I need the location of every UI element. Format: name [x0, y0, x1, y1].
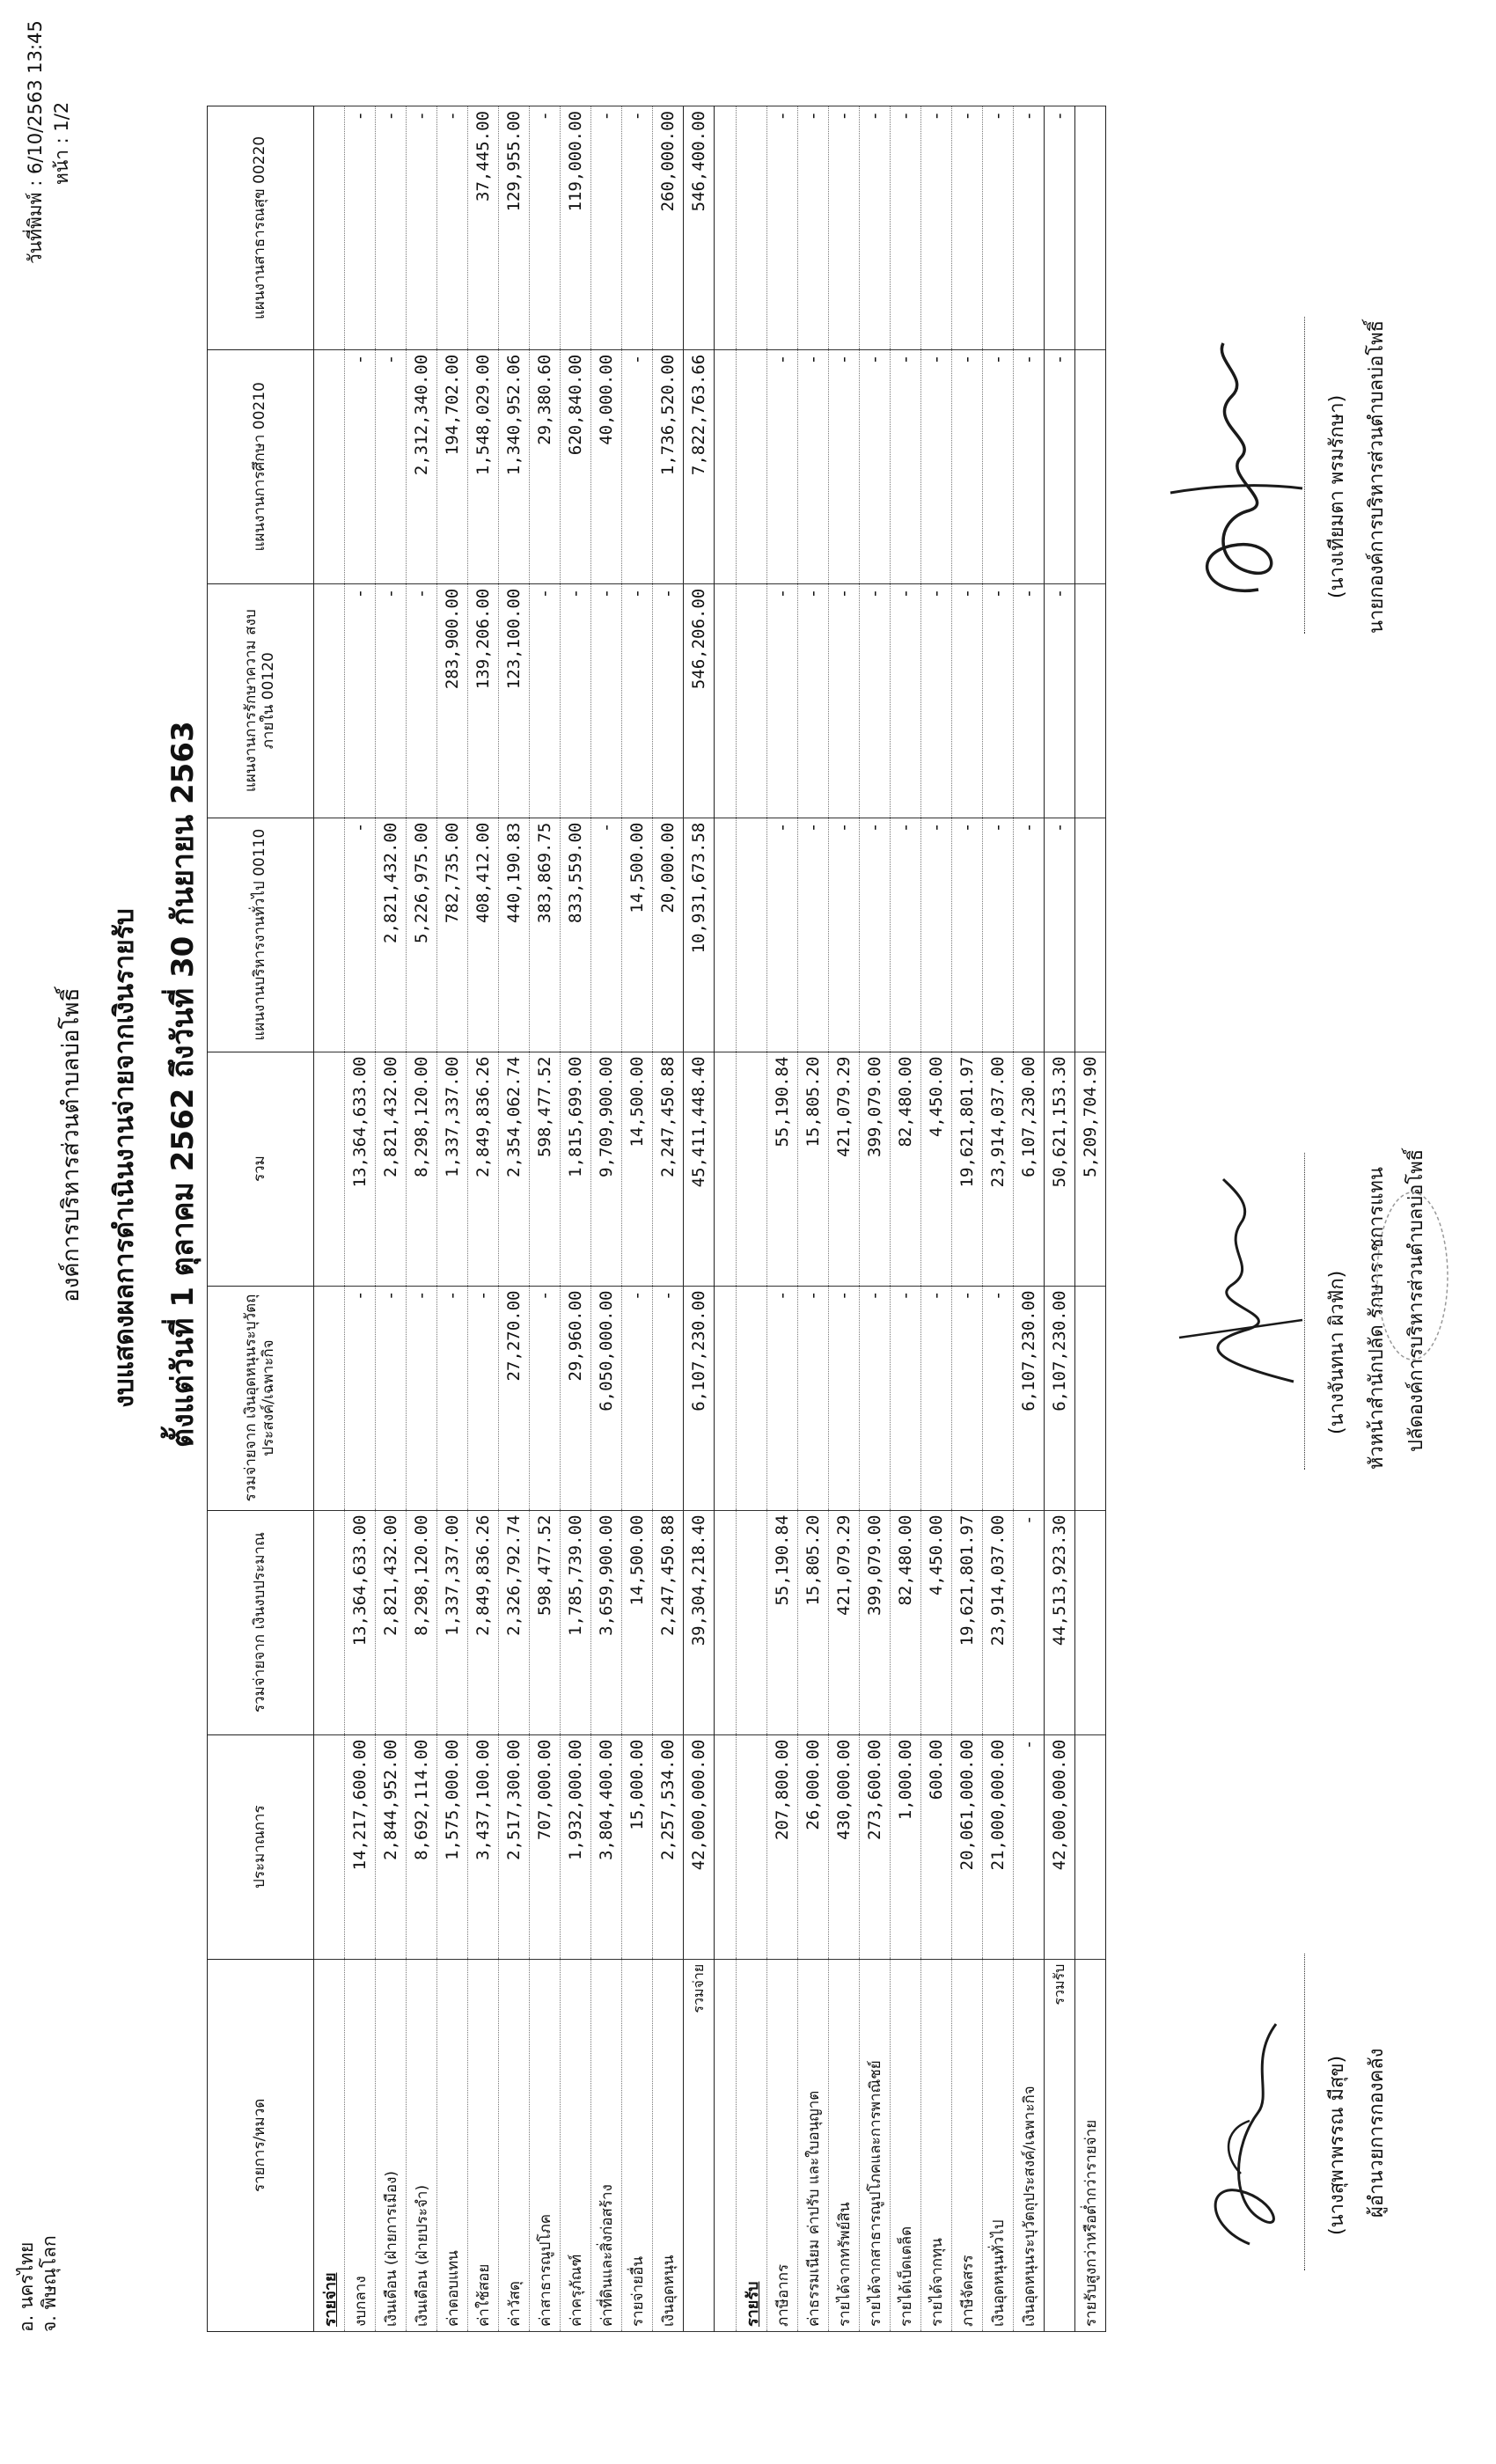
- row-label: เงินอุดหนุนระบุวัตถุประสงค์/เฉพาะกิจ: [1014, 1959, 1045, 2331]
- value-cell: -: [767, 106, 798, 350]
- value-cell: 408,412.00: [468, 818, 499, 1052]
- total-cell: -: [1045, 583, 1075, 818]
- total-label: รวมรับ: [1045, 1959, 1075, 2331]
- total-cell: 45,411,448.40: [684, 1052, 715, 1286]
- col-header-health: แผนงานสาธารณสุข 00220: [208, 106, 314, 350]
- total-cell: [1075, 1734, 1106, 1959]
- empty-cell: [737, 1286, 767, 1510]
- row-label: ภาษีจัดสรร: [952, 1959, 983, 2331]
- value-cell: 139,206.00: [468, 583, 499, 818]
- total-label: รวมจ่าย: [684, 1959, 715, 2331]
- report-table: [207, 106, 1106, 2332]
- value-cell: 3,437,100.00: [468, 1734, 499, 1959]
- value-cell: 14,500.00: [622, 818, 653, 1052]
- value-cell: 20,000.00: [653, 818, 684, 1052]
- col-header-admin: แผนงานบริหารงานทั่วไป 00110: [208, 818, 314, 1052]
- empty-cell: [314, 106, 345, 350]
- empty-cell: [715, 106, 737, 350]
- signature-block-3: [1302, 317, 1391, 634]
- value-cell: -: [829, 818, 860, 1052]
- row-label: ค่าใช้สอย: [468, 1959, 499, 2331]
- value-cell: -: [468, 1286, 499, 1510]
- row-label: งบกลาง: [345, 1959, 376, 2331]
- empty-cell: [737, 583, 767, 818]
- value-cell: -: [767, 818, 798, 1052]
- row-label: ค่าที่ดินและสิ่งก่อสร้าง: [591, 1959, 622, 2331]
- district: อ. นครไทย: [16, 2241, 37, 2332]
- value-cell: 2,354,062.74: [499, 1052, 530, 1286]
- value-cell: -: [798, 349, 829, 583]
- table-row: [468, 106, 499, 2332]
- col-header-education: แผนงานการศึกษา 00210: [208, 349, 314, 583]
- value-cell: -: [952, 349, 983, 583]
- value-cell: 1,736,520.00: [653, 349, 684, 583]
- value-cell: -: [829, 349, 860, 583]
- total-cell: 546,400.00: [684, 106, 715, 350]
- value-cell: 2,821,432.00: [376, 1052, 407, 1286]
- value-cell: 2,517,300.00: [499, 1734, 530, 1959]
- value-cell: 207,800.00: [767, 1734, 798, 1959]
- row-label: รายได้เบ็ดเตล็ด: [891, 1959, 921, 2331]
- value-cell: 55,190.84: [767, 1510, 798, 1734]
- handwritten-signature-icon: [1197, 2006, 1311, 2253]
- page-number: หน้า : 1/2: [51, 101, 72, 185]
- empty-cell: [737, 818, 767, 1052]
- value-cell: 27,270.00: [499, 1286, 530, 1510]
- value-cell: -: [860, 1286, 891, 1510]
- value-cell: 20,061,000.00: [952, 1734, 983, 1959]
- value-cell: -: [407, 1286, 437, 1510]
- value-cell: -: [767, 349, 798, 583]
- table-row: [376, 106, 407, 2332]
- section-label: รายรับ: [737, 1959, 767, 2331]
- row-label: ค่าสาธารณูปโภค: [530, 1959, 561, 2331]
- value-cell: -: [407, 106, 437, 350]
- value-cell: 129,955.00: [499, 106, 530, 350]
- table-row: [798, 106, 829, 2332]
- table-row: [767, 106, 798, 2332]
- value-cell: 19,621,801.97: [952, 1052, 983, 1286]
- value-cell: 37,445.00: [468, 106, 499, 350]
- net-row: [1075, 106, 1106, 2332]
- value-cell: -: [530, 106, 561, 350]
- report-title: งบแสดงผลการดำเนินงานจ่ายจากเงินรายรับ: [109, 908, 140, 1408]
- value-cell: 15,805.20: [798, 1510, 829, 1734]
- total-label: รายรับสูงกว่าหรือต่ำกว่ารายจ่าย: [1075, 1959, 1106, 2331]
- value-cell: -: [983, 818, 1014, 1052]
- value-cell: 6,107,230.00: [1014, 1052, 1045, 1286]
- col-header-security: แผนงานการรักษาความ สงบภายใน 00120: [208, 583, 314, 818]
- value-cell: 782,735.00: [437, 818, 468, 1052]
- value-cell: -: [376, 1286, 407, 1510]
- value-cell: 421,079.29: [829, 1052, 860, 1286]
- table-row: [983, 106, 1014, 2332]
- empty-cell: [715, 1959, 737, 2331]
- handwritten-signature-icon: [1170, 1170, 1311, 1399]
- total-row: [684, 106, 715, 2332]
- value-cell: 13,364,633.00: [345, 1510, 376, 1734]
- total-cell: [1075, 583, 1106, 818]
- value-cell: 21,000,000.00: [983, 1734, 1014, 1959]
- value-cell: 620,840.00: [561, 349, 591, 583]
- value-cell: 3,659,900.00: [591, 1510, 622, 1734]
- signer-name: (นางเทียมตา พรมรักษา): [1326, 394, 1348, 598]
- value-cell: 4,450.00: [921, 1052, 952, 1286]
- total-cell: 42,000,000.00: [1045, 1734, 1075, 1959]
- value-cell: -: [860, 818, 891, 1052]
- value-cell: 1,575,000.00: [437, 1734, 468, 1959]
- value-cell: -: [345, 583, 376, 818]
- value-cell: 14,217,600.00: [345, 1734, 376, 1959]
- value-cell: -: [921, 1286, 952, 1510]
- value-cell: 2,849,836.26: [468, 1510, 499, 1734]
- value-cell: -: [345, 106, 376, 350]
- value-cell: -: [591, 583, 622, 818]
- value-cell: 29,960.00: [561, 1286, 591, 1510]
- value-cell: 15,000.00: [622, 1734, 653, 1959]
- value-cell: 40,000.00: [591, 349, 622, 583]
- value-cell: 82,480.00: [891, 1052, 921, 1286]
- row-label: ภาษีอากร: [767, 1959, 798, 2331]
- value-cell: 2,247,450.88: [653, 1510, 684, 1734]
- value-cell: 399,079.00: [860, 1510, 891, 1734]
- total-cell: 7,822,763.66: [684, 349, 715, 583]
- value-cell: -: [798, 583, 829, 818]
- col-header-total: รวม: [208, 1052, 314, 1286]
- value-cell: 2,247,450.88: [653, 1052, 684, 1286]
- official-stamp-icon: [1373, 1188, 1452, 1364]
- total-cell: [1075, 818, 1106, 1052]
- value-cell: -: [1014, 818, 1045, 1052]
- value-cell: -: [921, 106, 952, 350]
- value-cell: 6,107,230.00: [1014, 1286, 1045, 1510]
- empty-cell: [715, 1510, 737, 1734]
- total-cell: 5,209,704.90: [1075, 1052, 1106, 1286]
- value-cell: -: [952, 106, 983, 350]
- total-cell: 6,107,230.00: [1045, 1286, 1075, 1510]
- value-cell: 598,477.52: [530, 1510, 561, 1734]
- value-cell: -: [622, 106, 653, 350]
- value-cell: -: [653, 583, 684, 818]
- value-cell: -: [983, 106, 1014, 350]
- value-cell: -: [983, 349, 1014, 583]
- value-cell: 598,477.52: [530, 1052, 561, 1286]
- table-header: [208, 106, 314, 2332]
- handwritten-signature-icon: [1153, 326, 1311, 616]
- table-row: [530, 106, 561, 2332]
- value-cell: 399,079.00: [860, 1052, 891, 1286]
- row-label: เงินอุดหนุนทั่วไป: [983, 1959, 1014, 2331]
- signer-position: ผู้อำนวยการกองคลัง: [1366, 2048, 1388, 2218]
- value-cell: -: [376, 349, 407, 583]
- col-header-grant: รวมจ่ายจาก เงินอุดหนุนระบุวัตถุ ประสงค์/เฉพาะกิจ: [208, 1286, 314, 1510]
- value-cell: 15,805.20: [798, 1052, 829, 1286]
- value-cell: 29,380.60: [530, 349, 561, 583]
- total-cell: 546,206.00: [684, 583, 715, 818]
- value-cell: 2,821,432.00: [376, 818, 407, 1052]
- value-cell: 194,702.00: [437, 349, 468, 583]
- empty-cell: [314, 818, 345, 1052]
- empty-cell: [737, 349, 767, 583]
- value-cell: 1,785,739.00: [561, 1510, 591, 1734]
- value-cell: 123,100.00: [499, 583, 530, 818]
- spacer-row: [715, 106, 737, 2332]
- value-cell: 1,337,337.00: [437, 1510, 468, 1734]
- value-cell: 273,600.00: [860, 1734, 891, 1959]
- value-cell: 2,326,792.74: [499, 1510, 530, 1734]
- value-cell: 283,900.00: [437, 583, 468, 818]
- empty-cell: [715, 1734, 737, 1959]
- value-cell: -: [952, 583, 983, 818]
- value-cell: -: [767, 1286, 798, 1510]
- total-cell: [1075, 349, 1106, 583]
- row-label: รายจ่ายอื่น: [622, 1959, 653, 2331]
- value-cell: 4,450.00: [921, 1510, 952, 1734]
- value-cell: 13,364,633.00: [345, 1052, 376, 1286]
- value-cell: 26,000.00: [798, 1734, 829, 1959]
- value-cell: 2,844,952.00: [376, 1734, 407, 1959]
- total-cell: [1075, 106, 1106, 350]
- total-cell: 39,304,218.40: [684, 1510, 715, 1734]
- total-cell: 44,513,923.30: [1045, 1510, 1075, 1734]
- table-row: [921, 106, 952, 2332]
- value-cell: 430,000.00: [829, 1734, 860, 1959]
- value-cell: -: [345, 349, 376, 583]
- total-cell: -: [1045, 349, 1075, 583]
- value-cell: 1,337,337.00: [437, 1052, 468, 1286]
- table-row: [829, 106, 860, 2332]
- value-cell: -: [829, 583, 860, 818]
- table-row: [952, 106, 983, 2332]
- row-label: ค่าวัสดุ: [499, 1959, 530, 2331]
- row-label: ค่าธรรมเนียม ค่าปรับ และใบอนุญาต: [798, 1959, 829, 2331]
- table-row: [591, 106, 622, 2332]
- empty-cell: [715, 1052, 737, 1286]
- value-cell: -: [345, 1286, 376, 1510]
- value-cell: 14,500.00: [622, 1052, 653, 1286]
- row-label: ค่าครุภัณฑ์: [561, 1959, 591, 2331]
- value-cell: 8,298,120.00: [407, 1510, 437, 1734]
- value-cell: -: [530, 1286, 561, 1510]
- province: จ. พิษณุโลก: [39, 2235, 60, 2332]
- value-cell: 260,000.00: [653, 106, 684, 350]
- total-cell: 6,107,230.00: [684, 1286, 715, 1510]
- signature-block-1: [1302, 1954, 1391, 2270]
- value-cell: -: [767, 583, 798, 818]
- value-cell: -: [1014, 349, 1045, 583]
- table-row: [561, 106, 591, 2332]
- section-header-row: [314, 106, 345, 2332]
- empty-cell: [715, 1286, 737, 1510]
- report-period: ตั้งแต่วันที่ 1 ตุลาคม 2562 ถึงวันที่ 30 กันยายน 2563: [165, 721, 201, 1448]
- signer-position: หัวหน้าสำนักปลัด รักษาราชการแทน: [1366, 1167, 1388, 1470]
- total-cell: [1075, 1510, 1106, 1734]
- value-cell: 9,709,900.00: [591, 1052, 622, 1286]
- empty-cell: [314, 1052, 345, 1286]
- value-cell: -: [983, 583, 1014, 818]
- value-cell: -: [1014, 1734, 1045, 1959]
- empty-cell: [314, 583, 345, 818]
- signer-position-extra: ปลัดองค์การบริหารส่วนตำบลบ่อโพธิ์: [1405, 1148, 1427, 1452]
- value-cell: -: [891, 349, 921, 583]
- value-cell: 82,480.00: [891, 1510, 921, 1734]
- value-cell: -: [891, 583, 921, 818]
- value-cell: 2,849,836.26: [468, 1052, 499, 1286]
- value-cell: -: [921, 583, 952, 818]
- value-cell: 3,804,400.00: [591, 1734, 622, 1959]
- value-cell: -: [437, 1286, 468, 1510]
- value-cell: -: [376, 106, 407, 350]
- value-cell: 1,815,699.00: [561, 1052, 591, 1286]
- section-label: รายจ่าย: [314, 1959, 345, 2331]
- table-row: [437, 106, 468, 2332]
- value-cell: -: [983, 1286, 1014, 1510]
- value-cell: 1,000.00: [891, 1734, 921, 1959]
- col-header-item: รายการ/หมวด: [208, 1959, 314, 2331]
- empty-cell: [737, 1052, 767, 1286]
- col-header-estimate: ประมาณการ: [208, 1734, 314, 1959]
- value-cell: -: [921, 349, 952, 583]
- row-label: รายได้จากทรัพย์สิน: [829, 1959, 860, 2331]
- value-cell: -: [891, 106, 921, 350]
- empty-cell: [314, 1286, 345, 1510]
- value-cell: 2,257,534.00: [653, 1734, 684, 1959]
- total-cell: 10,931,673.58: [684, 818, 715, 1052]
- total-cell: 42,000,000.00: [684, 1734, 715, 1959]
- empty-cell: [715, 818, 737, 1052]
- value-cell: -: [591, 106, 622, 350]
- value-cell: -: [561, 583, 591, 818]
- section-header-row: [737, 106, 767, 2332]
- signer-name: (นางสุพาพรรณ มีสุข): [1326, 2055, 1348, 2235]
- value-cell: -: [622, 583, 653, 818]
- signer-name: (นางจันทนา ผิวฟัก): [1326, 1270, 1348, 1434]
- value-cell: 1,548,029.00: [468, 349, 499, 583]
- value-cell: 600.00: [921, 1734, 952, 1959]
- value-cell: -: [891, 1286, 921, 1510]
- row-label: ค่าตอบแทน: [437, 1959, 468, 2331]
- print-date: วันที่พิมพ์ : 6/10/2563 13:45: [25, 20, 46, 264]
- value-cell: 1,340,952.06: [499, 349, 530, 583]
- row-label: รายได้จากสาธารณูปโภคและการพาณิชย์: [860, 1959, 891, 2331]
- empty-cell: [314, 349, 345, 583]
- total-cell: [1075, 1286, 1106, 1510]
- total-cell: -: [1045, 106, 1075, 350]
- value-cell: -: [1014, 583, 1045, 818]
- empty-cell: [314, 1734, 345, 1959]
- table-row: [499, 106, 530, 2332]
- col-header-budget: รวมจ่ายจาก เงินงบประมาณ: [208, 1510, 314, 1734]
- value-cell: 23,914,037.00: [983, 1052, 1014, 1286]
- table-row: [622, 106, 653, 2332]
- value-cell: 14,500.00: [622, 1510, 653, 1734]
- value-cell: -: [376, 583, 407, 818]
- value-cell: 2,821,432.00: [376, 1510, 407, 1734]
- value-cell: -: [860, 349, 891, 583]
- empty-cell: [737, 1510, 767, 1734]
- table-row: [653, 106, 684, 2332]
- empty-cell: [737, 106, 767, 350]
- table-row: [860, 106, 891, 2332]
- value-cell: 421,079.29: [829, 1510, 860, 1734]
- empty-cell: [715, 349, 737, 583]
- value-cell: -: [1014, 1510, 1045, 1734]
- value-cell: 5,226,975.00: [407, 818, 437, 1052]
- value-cell: 6,050,000.00: [591, 1286, 622, 1510]
- value-cell: -: [952, 1286, 983, 1510]
- value-cell: -: [829, 1286, 860, 1510]
- value-cell: 55,190.84: [767, 1052, 798, 1286]
- value-cell: 119,000.00: [561, 106, 591, 350]
- value-cell: -: [437, 106, 468, 350]
- value-cell: -: [860, 583, 891, 818]
- value-cell: -: [1014, 106, 1045, 350]
- value-cell: 2,312,340.00: [407, 349, 437, 583]
- value-cell: 383,869.75: [530, 818, 561, 1052]
- value-cell: -: [891, 818, 921, 1052]
- table-row: [1014, 106, 1045, 2332]
- value-cell: 833,559.00: [561, 818, 591, 1052]
- value-cell: -: [407, 583, 437, 818]
- total-cell: -: [1045, 818, 1075, 1052]
- row-label: เงินอุดหนุน: [653, 1959, 684, 2331]
- value-cell: -: [921, 818, 952, 1052]
- table-row: [891, 106, 921, 2332]
- value-cell: -: [622, 349, 653, 583]
- value-cell: 707,000.00: [530, 1734, 561, 1959]
- org-name: องค์การบริหารส่วนตำบลบ่อโพธิ์: [58, 987, 84, 1302]
- empty-cell: [314, 1510, 345, 1734]
- row-label: เงินเดือน (ฝ่ายการเมือง): [376, 1959, 407, 2331]
- value-cell: -: [530, 583, 561, 818]
- empty-cell: [715, 583, 737, 818]
- value-cell: 19,621,801.97: [952, 1510, 983, 1734]
- value-cell: -: [345, 818, 376, 1052]
- table-row: [407, 106, 437, 2332]
- value-cell: -: [798, 1286, 829, 1510]
- row-label: รายได้จากทุน: [921, 1959, 952, 2331]
- value-cell: -: [798, 106, 829, 350]
- signer-position: นายกองค์การบริหารส่วนตำบลบ่อโพธิ์: [1366, 319, 1388, 634]
- value-cell: 23,914,037.00: [983, 1510, 1014, 1734]
- value-cell: -: [829, 106, 860, 350]
- empty-cell: [737, 1734, 767, 1959]
- value-cell: -: [591, 818, 622, 1052]
- value-cell: 8,692,114.00: [407, 1734, 437, 1959]
- value-cell: -: [653, 1286, 684, 1510]
- value-cell: 8,298,120.00: [407, 1052, 437, 1286]
- value-cell: -: [860, 106, 891, 350]
- total-cell: 50,621,153.30: [1045, 1052, 1075, 1286]
- value-cell: -: [952, 818, 983, 1052]
- row-label: เงินเดือน (ฝ่ายประจำ): [407, 1959, 437, 2331]
- value-cell: 1,932,000.00: [561, 1734, 591, 1959]
- total-row: [1045, 106, 1075, 2332]
- table-row: [345, 106, 376, 2332]
- value-cell: 440,190.83: [499, 818, 530, 1052]
- value-cell: -: [622, 1286, 653, 1510]
- value-cell: -: [798, 818, 829, 1052]
